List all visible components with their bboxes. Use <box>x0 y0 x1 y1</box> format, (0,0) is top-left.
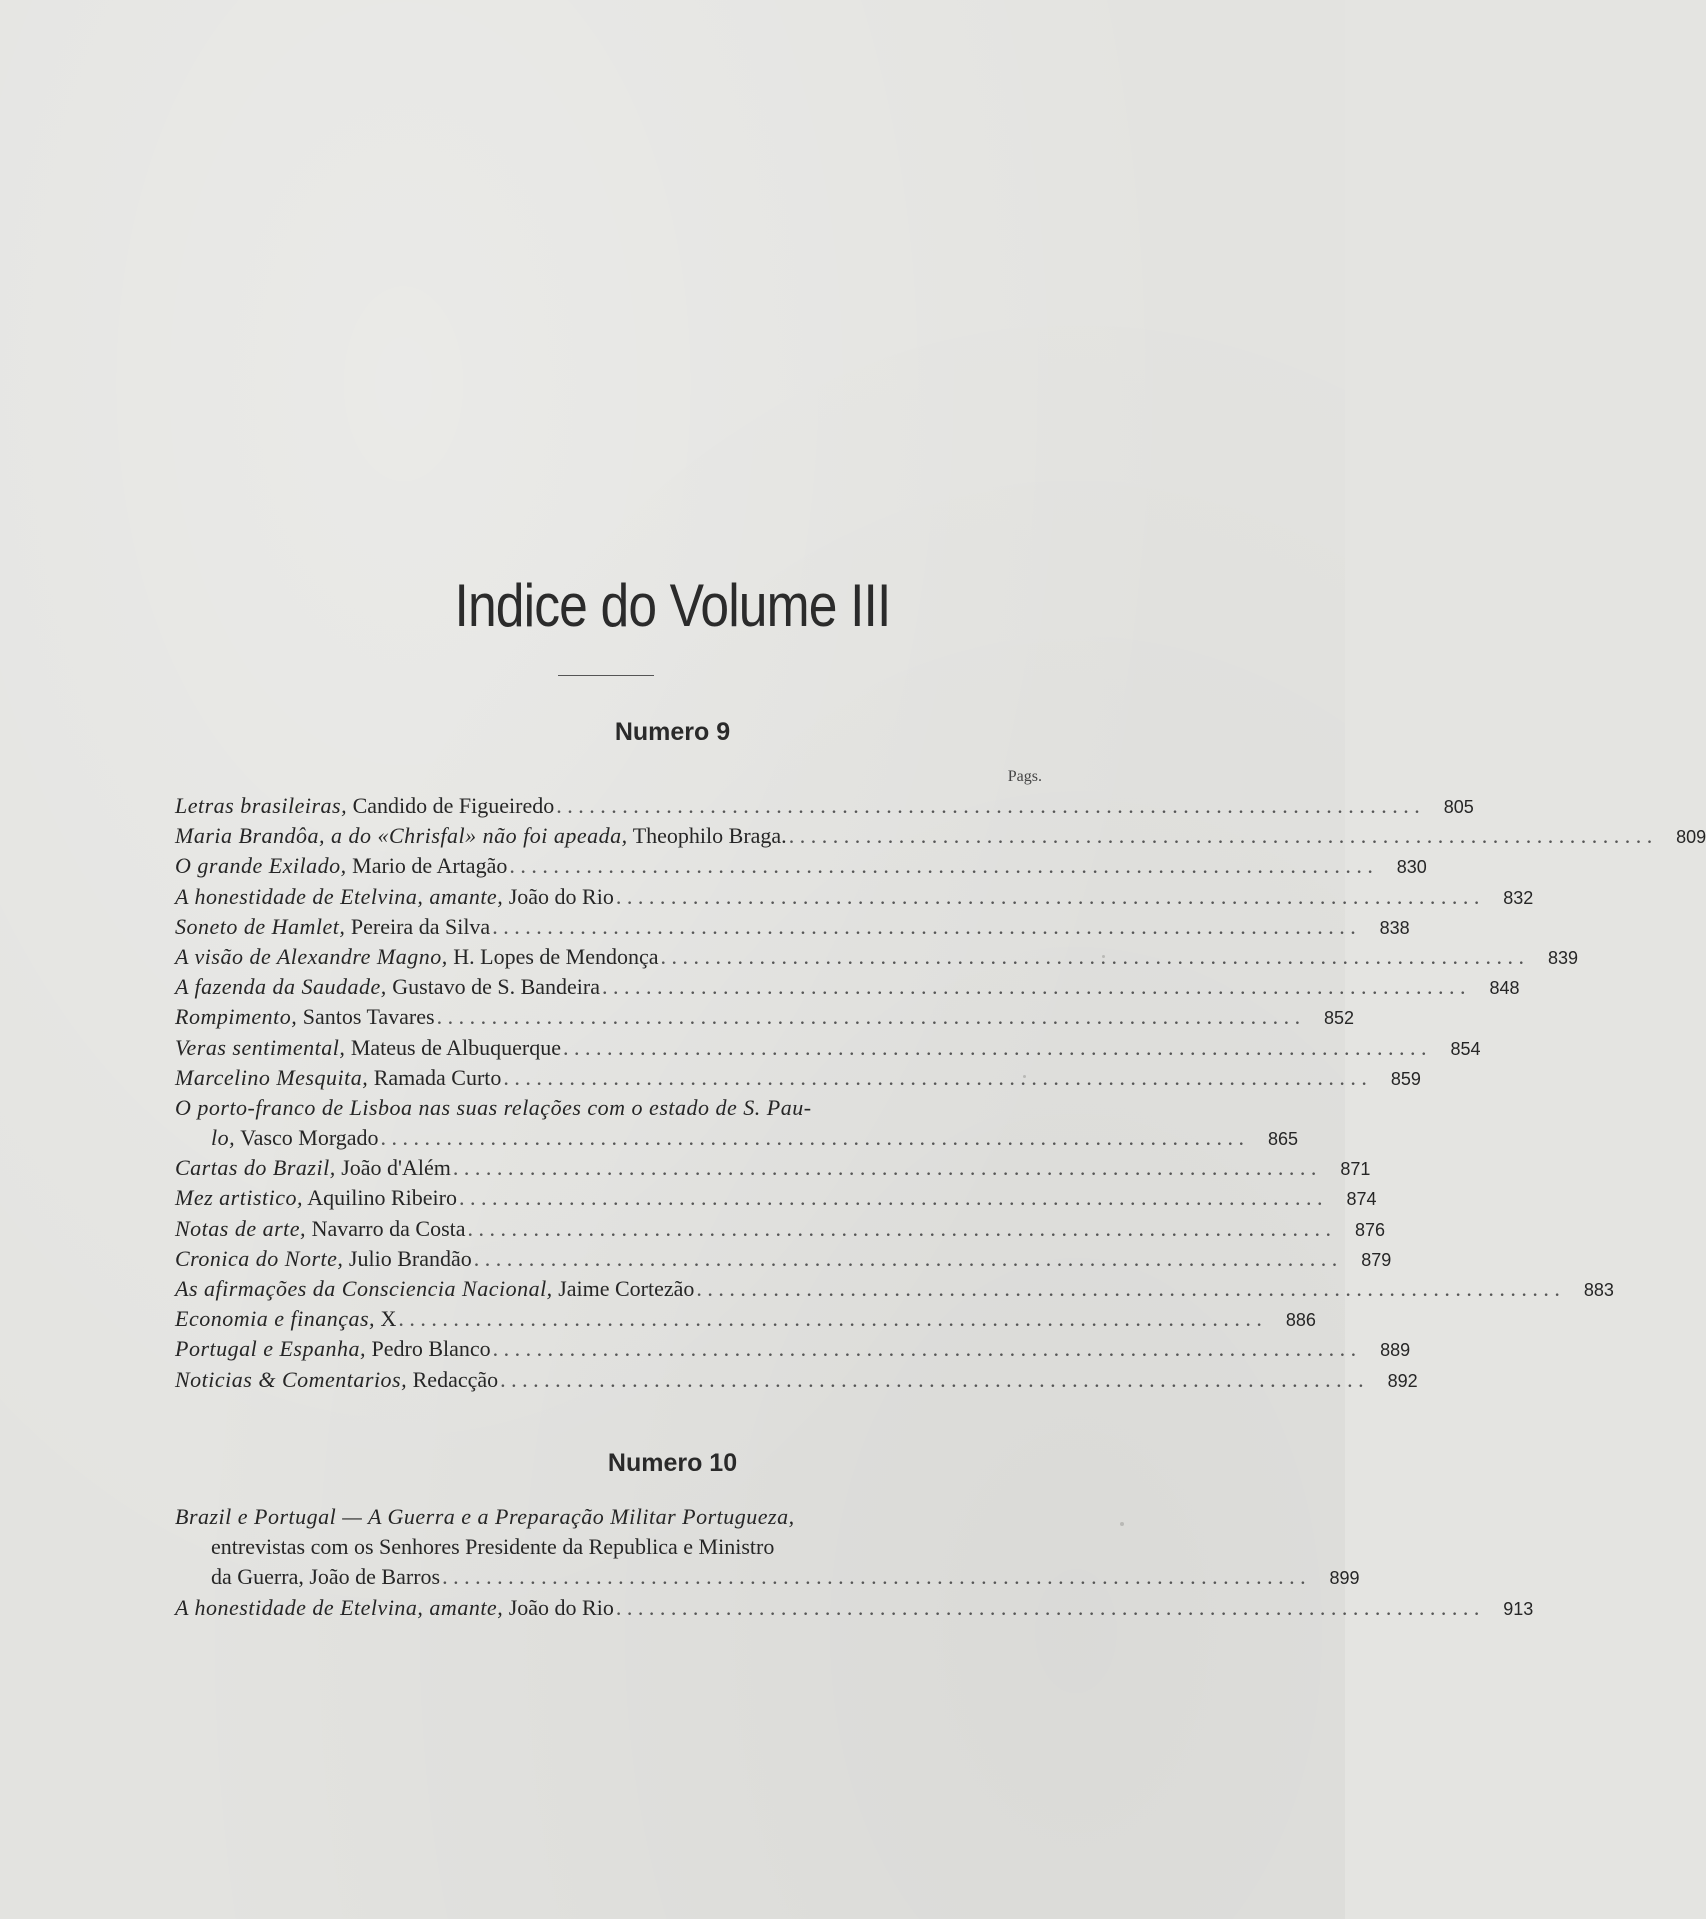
paper-speck <box>1102 955 1105 958</box>
paper-speck <box>1120 1522 1124 1526</box>
toc-entry-continuation <box>175 1123 1299 1153</box>
toc-entry <box>175 1365 1418 1395</box>
entry-title: A honestidade de Etelvina, amante, <box>175 1594 504 1620</box>
toc-entry <box>175 1153 1371 1183</box>
toc-entry-continuation <box>175 1532 1042 1562</box>
dot-leader <box>490 912 1356 942</box>
dot-leader <box>614 1593 1480 1623</box>
entry-author: Pereira da Silva <box>345 913 491 939</box>
entry-author: X <box>375 1306 397 1332</box>
dot-leader <box>694 1274 1560 1304</box>
page-title: Indice do Volume III <box>454 572 891 639</box>
entry-title: Noticias & Comentarios, <box>175 1366 408 1392</box>
entry-page: 854 <box>1450 1038 1481 1059</box>
entry-title: Letras brasileiras, <box>175 793 348 818</box>
entry-author: entrevistas com os Senhores Presidente da Republica e Ministro <box>211 1534 775 1560</box>
entry-author: Gustavo de S. Bandeira <box>386 974 600 1000</box>
entry-author: Candido de Figueiredo <box>347 793 555 818</box>
toc-entry <box>175 972 1520 1002</box>
entry-page: 809 <box>1676 827 1706 848</box>
entry-author: Redacção <box>407 1366 499 1392</box>
toc-entry <box>175 1593 1534 1623</box>
toc-entry-continuation <box>175 1562 1360 1592</box>
entry-author: Navarro da Costa <box>306 1215 466 1241</box>
toc-entry <box>175 882 1534 912</box>
entry-author: H. Lopes de Mendonça <box>447 943 659 969</box>
title-divider <box>558 675 654 676</box>
dot-leader <box>396 1304 1262 1334</box>
toc-entry <box>175 1063 1421 1093</box>
dot-leader <box>614 882 1480 912</box>
entry-title: Soneto de Hamlet, <box>175 913 346 939</box>
entry-page: 865 <box>1267 1129 1299 1150</box>
paper-speck <box>1023 1075 1026 1078</box>
entry-title: O porto-franco de Lisboa nas suas relações com o estado de S. Pau- <box>175 1094 812 1120</box>
toc-entry <box>175 1093 1042 1123</box>
dot-leader <box>379 1123 1245 1153</box>
entry-title: Cronica do Norte, <box>175 1245 344 1271</box>
entry-page: 886 <box>1285 1310 1316 1331</box>
toc-entry <box>175 791 1474 821</box>
entry-page: 859 <box>1390 1068 1421 1089</box>
dot-leader <box>554 791 1420 821</box>
entry-title: As afirmações da Consciencia Nacional, <box>175 1276 553 1301</box>
entry-page: 852 <box>1324 1008 1355 1029</box>
toc-list <box>175 1502 1534 1623</box>
entry-page: 848 <box>1489 978 1520 999</box>
dot-leader <box>507 851 1373 881</box>
entry-title: Marcelino Mesquita, <box>175 1064 369 1090</box>
entry-author: João do Rio <box>503 883 614 909</box>
toc-entry <box>175 1002 1355 1032</box>
entry-author: Theophilo Braga. <box>627 823 787 849</box>
entry-author: Mateus de Albuquerque <box>345 1034 561 1060</box>
toc-entry <box>175 1183 1377 1213</box>
entry-title: Notas de arte, <box>175 1215 307 1241</box>
entry-author: Santos Tavares <box>297 1004 435 1030</box>
dot-leader <box>440 1562 1306 1592</box>
entry-page: 913 <box>1503 1598 1534 1619</box>
pages-column-label: Pags. <box>1007 768 1042 785</box>
dot-leader <box>491 1334 1357 1364</box>
dot-leader <box>787 821 1653 851</box>
entry-page: 839 <box>1548 947 1579 968</box>
dot-leader <box>435 1002 1301 1032</box>
toc-entry <box>175 821 1706 851</box>
toc-entry <box>175 942 1579 972</box>
entry-title: Mez artistico, <box>175 1185 303 1211</box>
entry-page: 899 <box>1329 1568 1360 1589</box>
toc-entry <box>175 1033 1481 1063</box>
entry-title: Economia e finanças, <box>175 1306 376 1332</box>
entry-author: Aquilino Ribeiro <box>303 1185 457 1211</box>
entry-page: 876 <box>1354 1219 1386 1240</box>
toc-entry <box>175 1274 1614 1304</box>
dot-leader <box>498 1365 1364 1395</box>
entry-page: 874 <box>1346 1189 1377 1210</box>
entry-title: O grande Exilado, <box>175 853 347 879</box>
toc-entry <box>175 1244 1392 1274</box>
entry-title: Portugal e Espanha, <box>175 1336 366 1362</box>
entry-author: João do Rio <box>503 1594 614 1620</box>
toc-entry <box>175 1214 1386 1244</box>
dot-leader <box>451 1153 1317 1183</box>
entry-title: Cartas do Brazil, <box>175 1155 336 1181</box>
section-heading: Numero 9 <box>614 718 731 746</box>
entry-page: 871 <box>1340 1159 1371 1180</box>
entry-title: Veras sentimental, <box>175 1034 346 1060</box>
entry-author: Ramada Curto <box>368 1064 502 1090</box>
dot-leader <box>501 1063 1367 1093</box>
entry-page: 883 <box>1583 1280 1614 1300</box>
entry-title: A visão de Alexandre Magno, <box>175 943 448 969</box>
dot-leader <box>472 1244 1338 1274</box>
entry-title: Maria Brandôa, a do «Chrisfal» não foi apeada, <box>175 823 628 849</box>
entry-page: 892 <box>1387 1370 1418 1391</box>
dot-leader <box>466 1214 1332 1244</box>
entry-title: lo, <box>211 1125 236 1151</box>
entry-page: 879 <box>1361 1249 1392 1270</box>
dot-leader <box>659 942 1525 972</box>
entry-page: 889 <box>1380 1340 1411 1361</box>
entry-author: João d'Além <box>335 1155 451 1181</box>
toc-entry <box>175 1334 1411 1364</box>
entry-title: Rompimento, <box>175 1004 298 1030</box>
entry-title: Brazil e Portugal — A Guerra e a Preparação Militar Portugueza, <box>175 1504 795 1529</box>
entry-author: Pedro Blanco <box>366 1336 491 1362</box>
toc-list <box>175 791 1706 1395</box>
entry-author: Julio Brandão <box>343 1245 472 1271</box>
entry-author: da Guerra, João de Barros <box>211 1564 441 1590</box>
toc-entry <box>175 851 1427 881</box>
entry-author: Mario de Artagão <box>346 853 508 879</box>
entry-page: 805 <box>1443 797 1474 817</box>
entry-title: A fazenda da Saudade, <box>175 974 387 1000</box>
entry-title: A honestidade de Etelvina, amante, <box>175 883 504 909</box>
entry-page: 832 <box>1503 887 1534 908</box>
toc-entry <box>175 1502 1042 1532</box>
dot-leader <box>561 1033 1427 1063</box>
dot-leader <box>457 1183 1323 1213</box>
toc-entry <box>175 912 1410 942</box>
entry-page: 830 <box>1396 857 1427 878</box>
entry-author: Vasco Morgado <box>235 1125 379 1151</box>
entry-author: Jaime Cortezão <box>552 1276 695 1301</box>
section-heading: Numero 10 <box>607 1449 738 1477</box>
entry-page: 838 <box>1379 917 1410 938</box>
dot-leader <box>600 972 1466 1002</box>
toc-entry <box>175 1304 1316 1334</box>
